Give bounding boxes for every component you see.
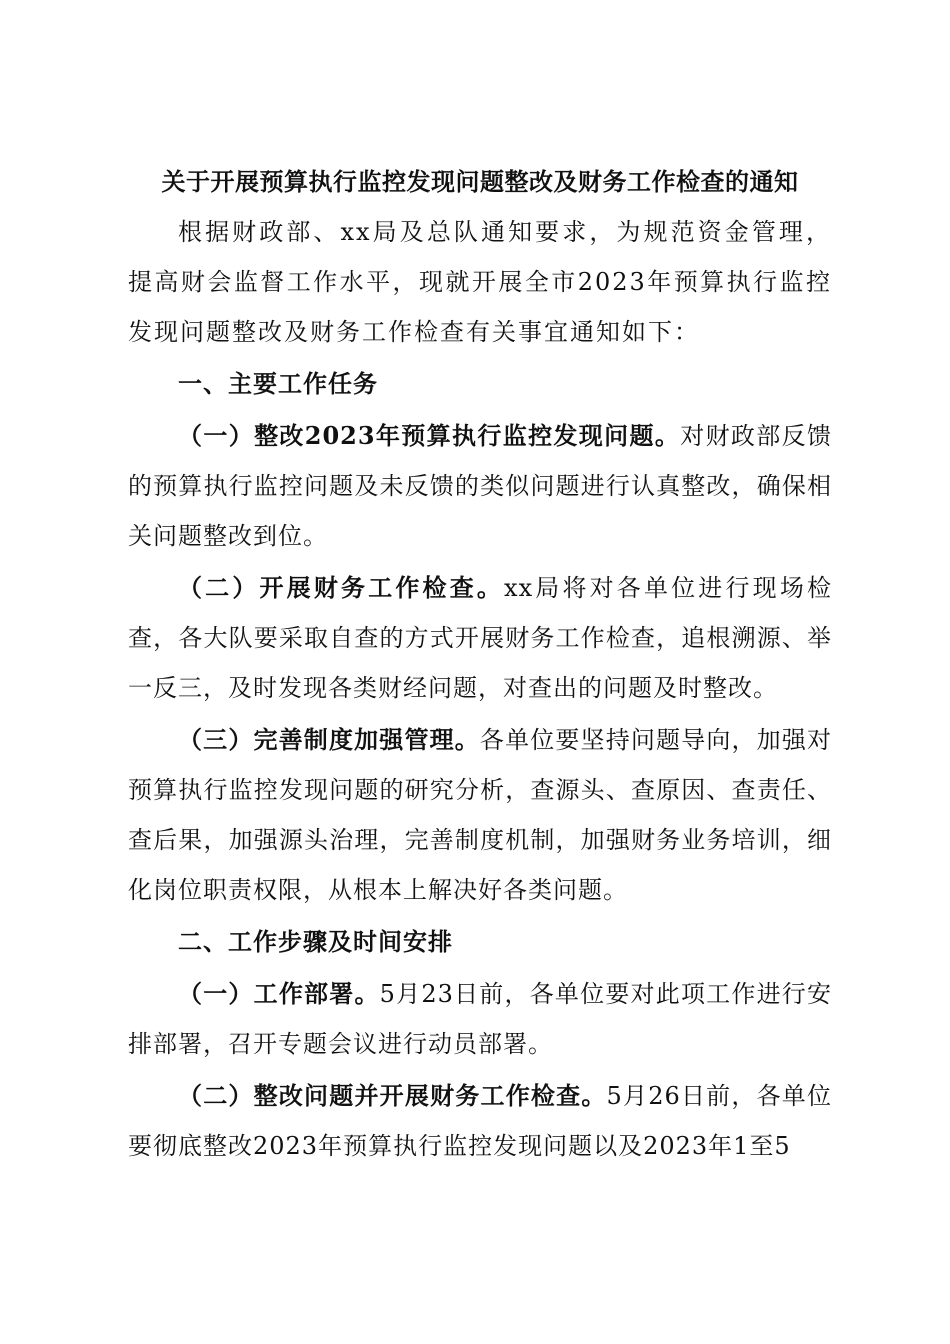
section1-item-3-text: 各单位要坚持问题导向，加强对预算执行监控发现问题的研究分析，查源头、查原因、查责任、查后果，加强源头治理，完善制度机制，加强财务业务培训，细化岗位职责权限，从根本上解决好各类问题。 [128, 726, 833, 904]
intro-paragraph: 根据财政部、xx局及总队通知要求，为规范资金管理，提高财会监督工作水平，现就开展全市2023年预算执行监控发现问题整改及财务工作检查有关事宜通知如下： [128, 218, 832, 346]
section1-item-3-lead: （三）完善制度加强管理。 [178, 725, 480, 754]
section1-item-2-text: xx局将对各单位进行现场检查，各大队要采取自查的方式开展财务工作检查，追根溯源、举一反三，及时发现各类财经问题，对查出的问题及时整改。 [128, 574, 832, 702]
document-title: 关于开展预算执行监控发现问题整改及财务工作检查的通知 [161, 167, 799, 196]
section1-item-3 [128, 715, 832, 915]
section-heading-1: 一、主要工作任务 [178, 369, 378, 398]
section1-item-1-lead: （一）整改2023年预算执行监控发现问题。 [178, 421, 681, 450]
section2-item-1-lead: （一）工作部署。 [178, 979, 380, 1008]
section2-item-2-lead: （二）整改问题并开展财务工作检查。 [178, 1081, 607, 1110]
section1-item-1-text: 对财政部反馈的预算执行监控问题及未反馈的类似问题进行认真整改，确保相关问题整改到位。 [128, 422, 833, 550]
section2-item-2-text: 5月26日前，各单位要彻底整改2023年预算执行监控发现问题以及2023年1至5 [128, 1082, 832, 1160]
section1-item-2 [128, 563, 832, 713]
section2-item-1 [128, 969, 832, 1069]
section1-item-2-lead: （二）开展财务工作检查。 [178, 573, 505, 602]
section2-item-1-text: 5月23日前，各单位要对此项工作进行安排部署，召开专题会议进行动员部署。 [128, 980, 833, 1058]
section1-item-1 [128, 411, 832, 561]
section2-item-2 [128, 1071, 832, 1171]
section-heading-2: 二、工作步骤及时间安排 [178, 927, 453, 956]
document-body [128, 157, 832, 1171]
